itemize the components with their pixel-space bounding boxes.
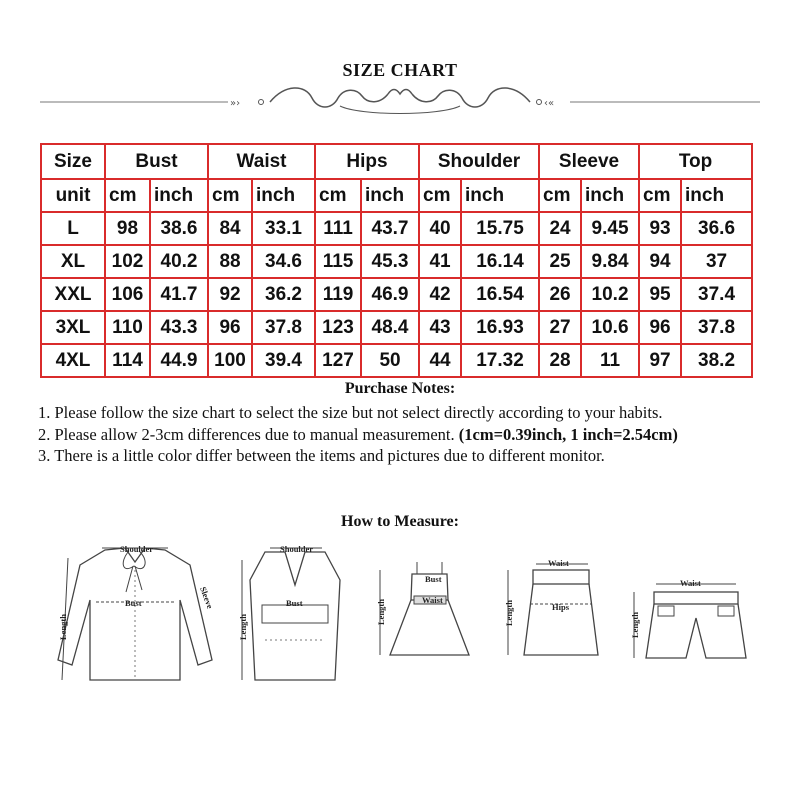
value-cell: 119 [315,278,361,311]
vest-shoulder-label: Shoulder [280,544,314,554]
value-cell: 9.45 [581,212,639,245]
unit-cell: inch [461,179,539,212]
value-cell: 41 [419,245,461,278]
value-cell: 10.6 [581,311,639,344]
value-cell: 16.54 [461,278,539,311]
value-cell: 38.2 [681,344,752,377]
value-cell: 84 [208,212,252,245]
note-2-conversion: (1cm=0.39inch, 1 inch=2.54cm) [458,424,678,444]
value-cell: 39.4 [252,344,315,377]
skirt-diagram [500,540,610,695]
unit-cell: unit [41,179,105,212]
purchase-notes [38,402,758,467]
skirt-waist-label: Waist [548,558,569,568]
skirt-icon [500,540,610,690]
value-cell: 26 [539,278,581,311]
value-cell: 44.9 [150,344,208,377]
table-row [41,311,752,344]
value-cell: 50 [361,344,419,377]
value-cell: 34.6 [252,245,315,278]
value-cell: 88 [208,245,252,278]
dress-length-label: Length [376,599,386,625]
value-cell: 114 [105,344,150,377]
shirt-bust-label: Bust [125,598,142,608]
value-cell: 96 [208,311,252,344]
header-cell: Bust [105,144,208,179]
svg-text:»›: »› [230,98,241,109]
size-cell: XL [41,245,105,278]
value-cell: 44 [419,344,461,377]
header-cell: Size [41,144,105,179]
value-cell: 16.14 [461,245,539,278]
value-cell: 111 [315,212,361,245]
value-cell: 43.7 [361,212,419,245]
value-cell: 95 [639,278,681,311]
unit-cell: inch [252,179,315,212]
shorts-length-label: Length [630,612,640,638]
value-cell: 27 [539,311,581,344]
value-cell: 11 [581,344,639,377]
value-cell: 15.75 [461,212,539,245]
value-cell: 102 [105,245,150,278]
ornamental-divider [40,84,760,124]
dress-bust-label: Bust [425,574,442,584]
value-cell: 106 [105,278,150,311]
value-cell: 37.8 [252,311,315,344]
size-chart-table [40,143,753,378]
header-cell: Sleeve [539,144,639,179]
value-cell: 110 [105,311,150,344]
value-cell: 9.84 [581,245,639,278]
shirt-icon [40,540,230,690]
value-cell: 45.3 [361,245,419,278]
skirt-length-label: Length [504,600,514,626]
shirt-shoulder-label: Shoulder [120,544,154,554]
unit-cell: inch [150,179,208,212]
value-cell: 94 [639,245,681,278]
value-cell: 46.9 [361,278,419,311]
value-cell: 98 [105,212,150,245]
unit-cell: cm [639,179,681,212]
value-cell: 37.8 [681,311,752,344]
value-cell: 40.2 [150,245,208,278]
shirt-sleeve-label: Sleeve [198,585,216,610]
note-1: 1. Please follow the size chart to select the size but not select directly according to your habits. [38,403,663,422]
value-cell: 92 [208,278,252,311]
value-cell: 100 [208,344,252,377]
vest-length-label: Length [238,614,248,640]
note-3: 3. There is a little color differ between the items and pictures due to different monitor. [38,446,605,465]
vest-icon [230,540,350,690]
note-2-text: 2. Please allow 2-3cm differences due to manual measurement. [38,424,459,444]
table-row [41,245,752,278]
value-cell: 38.6 [150,212,208,245]
unit-cell: inch [681,179,752,212]
value-cell: 36.6 [681,212,752,245]
value-cell: 48.4 [361,311,419,344]
value-cell: 97 [639,344,681,377]
value-cell: 25 [539,245,581,278]
note-2 [38,424,758,446]
header-cell: Waist [208,144,315,179]
table-row [41,212,752,245]
value-cell: 17.32 [461,344,539,377]
value-cell: 36.2 [252,278,315,311]
unit-cell: cm [539,179,581,212]
vest-diagram [230,540,350,695]
header-cell: Hips [315,144,419,179]
value-cell: 37.4 [681,278,752,311]
table-units-row [41,179,752,212]
dress-diagram [372,540,482,695]
size-cell: 3XL [41,311,105,344]
value-cell: 96 [639,311,681,344]
svg-text:‹«: ‹« [544,98,555,109]
page-title: SIZE CHART [342,60,458,80]
size-cell: XXL [41,278,105,311]
value-cell: 93 [639,212,681,245]
header-cell: Top [639,144,752,179]
unit-cell: cm [419,179,461,212]
header-cell: Shoulder [419,144,539,179]
unit-cell: cm [315,179,361,212]
value-cell: 42 [419,278,461,311]
skirt-hips-label: Hips [552,602,570,612]
shorts-diagram [628,540,758,695]
how-to-measure-title: How to Measure: [341,513,459,530]
value-cell: 127 [315,344,361,377]
value-cell: 16.93 [461,311,539,344]
shorts-waist-label: Waist [680,578,701,588]
unit-cell: cm [105,179,150,212]
dress-waist-label: Waist [422,595,443,605]
purchase-notes-title: Purchase Notes: [344,380,456,397]
shorts-icon [628,540,758,690]
table-header-row [41,144,752,179]
value-cell: 115 [315,245,361,278]
value-cell: 24 [539,212,581,245]
value-cell: 37 [681,245,752,278]
dress-icon [372,540,482,690]
value-cell: 43.3 [150,311,208,344]
size-cell: L [41,212,105,245]
value-cell: 33.1 [252,212,315,245]
value-cell: 41.7 [150,278,208,311]
unit-cell: cm [208,179,252,212]
unit-cell: inch [361,179,419,212]
unit-cell: inch [581,179,639,212]
shirt-diagram [40,540,230,695]
shirt-length-label: Length [58,614,68,640]
table-row [41,278,752,311]
value-cell: 40 [419,212,461,245]
value-cell: 28 [539,344,581,377]
value-cell: 10.2 [581,278,639,311]
value-cell: 43 [419,311,461,344]
scroll-ornament-icon [40,84,760,124]
vest-bust-label: Bust [286,598,303,608]
value-cell: 123 [315,311,361,344]
table-row [41,344,752,377]
size-cell: 4XL [41,344,105,377]
